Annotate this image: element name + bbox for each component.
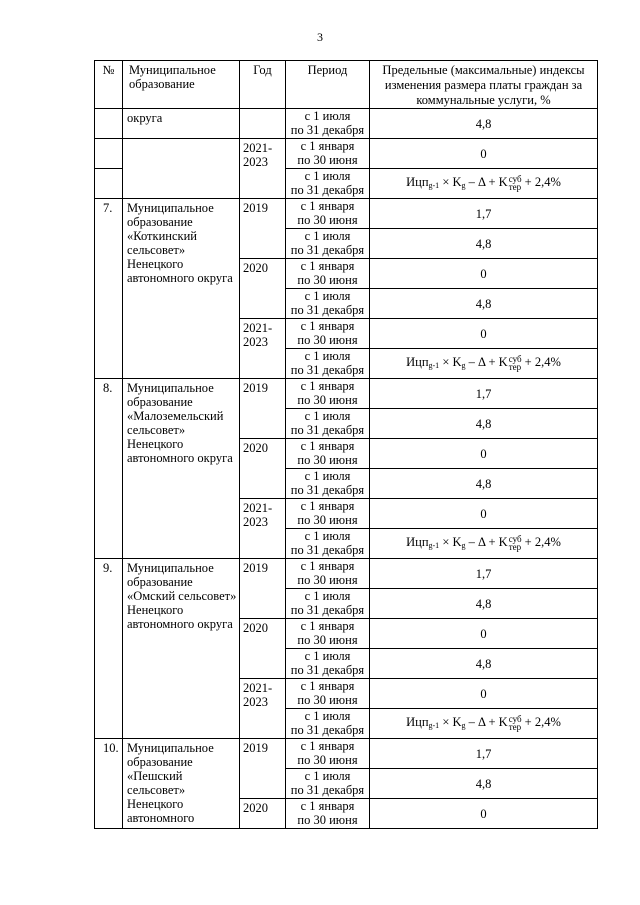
period-cell: с 1 июля по 31 декабря xyxy=(286,349,370,379)
index-cell: 0 xyxy=(370,259,598,289)
index-cell: 0 xyxy=(370,619,598,649)
period-cell: с 1 июля по 31 декабря xyxy=(286,229,370,259)
table-row xyxy=(95,109,598,139)
period-cell: с 1 июля по 31 декабря xyxy=(286,169,370,199)
period-cell: с 1 января по 30 июня xyxy=(286,559,370,589)
period-cell: с 1 января по 30 июня xyxy=(286,799,370,829)
period-cell: с 1 января по 30 июня xyxy=(286,139,370,169)
formula-cell xyxy=(370,709,598,739)
period-cell: с 1 июля по 31 декабря xyxy=(286,529,370,559)
formula-cell xyxy=(370,349,598,379)
index-cell: 4,8 xyxy=(370,649,598,679)
header-period: Период xyxy=(286,61,370,109)
period-cell: с 1 января по 30 июня xyxy=(286,319,370,349)
index-cell: 4,8 xyxy=(370,289,598,319)
period-cell: с 1 июля по 31 декабря xyxy=(286,289,370,319)
utility-index-table xyxy=(94,60,598,829)
year-cell: 2021-2023 xyxy=(240,499,286,559)
period-cell: с 1 июля по 31 декабря xyxy=(286,469,370,499)
index-cell: 4,8 xyxy=(370,409,598,439)
index-cell: 0 xyxy=(370,439,598,469)
municipality-cell: Муниципальное образование «Омский сельсовет» Ненецкого автономного округа xyxy=(123,559,240,739)
tariff-formula: $Ицп_{g-1} \times K_g - \Delta + K$ суб тер + 2,4% xyxy=(406,353,561,372)
period-cell: с 1 января по 30 июня xyxy=(286,199,370,229)
index-cell: 1,7 xyxy=(370,199,598,229)
row-number: 10. xyxy=(95,739,123,829)
municipality-cell: Муниципальное образование «Пешский сельсовет» Ненецкого автономного xyxy=(123,739,240,829)
index-cell: 0 xyxy=(370,319,598,349)
period-cell: с 1 января по 30 июня xyxy=(286,379,370,409)
index-cell: 4,8 xyxy=(370,589,598,619)
index-cell: 4,8 xyxy=(370,769,598,799)
period-cell: с 1 января по 30 июня xyxy=(286,619,370,649)
year-cell: 2021-2023 xyxy=(240,139,286,199)
municipality-cell: округа xyxy=(123,109,240,139)
index-cell: 0 xyxy=(370,679,598,709)
row-number xyxy=(95,109,123,139)
index-cell: 0 xyxy=(370,799,598,829)
header-year: Год xyxy=(240,61,286,109)
municipality-cell xyxy=(123,139,240,199)
period-cell: с 1 июля по 31 декабря xyxy=(286,769,370,799)
period-cell: с 1 января по 30 июня xyxy=(286,679,370,709)
formula-cell xyxy=(370,169,598,199)
period-cell: с 1 января по 30 июня xyxy=(286,499,370,529)
table-row xyxy=(95,379,598,409)
year-cell: 2020 xyxy=(240,259,286,319)
index-cell: 1,7 xyxy=(370,559,598,589)
index-cell: 4,8 xyxy=(370,229,598,259)
row-number: 9. xyxy=(95,559,123,739)
row-number: 8. xyxy=(95,379,123,559)
municipality-cell: Муниципальное образование «Коткинский сельсовет» Ненецкого автономного округа xyxy=(123,199,240,379)
table-row xyxy=(95,199,598,229)
index-cell: 0 xyxy=(370,139,598,169)
table-row xyxy=(95,139,598,169)
year-cell xyxy=(240,109,286,139)
year-cell: 2019 xyxy=(240,559,286,619)
period-cell: с 1 января по 30 июня xyxy=(286,259,370,289)
row-number xyxy=(95,139,123,169)
header-index: Предельные (максимальные) индексы изменения размера платы граждан за коммунальные услуги, % xyxy=(370,61,598,109)
index-cell: 4,8 xyxy=(370,109,598,139)
index-cell: 0 xyxy=(370,499,598,529)
period-cell: с 1 июля по 31 декабря xyxy=(286,589,370,619)
period-cell: с 1 января по 30 июня xyxy=(286,439,370,469)
table-row xyxy=(95,559,598,589)
year-cell: 2021-2023 xyxy=(240,679,286,739)
period-cell: с 1 января по 30 июня xyxy=(286,739,370,769)
index-cell: 1,7 xyxy=(370,379,598,409)
table-row xyxy=(95,739,598,769)
year-cell: 2020 xyxy=(240,799,286,829)
header-municipality: Муниципальное образование xyxy=(123,61,240,109)
period-cell: с 1 июля по 31 декабря xyxy=(286,109,370,139)
year-cell: 2019 xyxy=(240,379,286,439)
page-number: 3 xyxy=(317,30,323,44)
row-number xyxy=(95,169,123,199)
index-cell: 1,7 xyxy=(370,739,598,769)
municipality-cell: Муниципальное образование «Малоземельский сельсовет» Ненецкого автономного округа xyxy=(123,379,240,559)
tariff-formula: $Ицп_{g-1} \times K_g - \Delta + K$ суб тер + 2,4% xyxy=(406,173,561,192)
year-cell: 2019 xyxy=(240,199,286,259)
row-number: 7. xyxy=(95,199,123,379)
year-cell: 2020 xyxy=(240,619,286,679)
period-cell: с 1 июля по 31 декабря xyxy=(286,649,370,679)
year-cell: 2020 xyxy=(240,439,286,499)
year-cell: 2019 xyxy=(240,739,286,799)
tariff-formula: $Ицп_{g-1} \times K_g - \Delta + K$ суб тер + 2,4% xyxy=(406,713,561,732)
period-cell: с 1 июля по 31 декабря xyxy=(286,409,370,439)
formula-cell xyxy=(370,529,598,559)
index-cell: 4,8 xyxy=(370,469,598,499)
period-cell: с 1 июля по 31 декабря xyxy=(286,709,370,739)
tariff-formula: $Ицп_{g-1} \times K_g - \Delta + K$ суб тер + 2,4% xyxy=(406,533,561,552)
year-cell: 2021-2023 xyxy=(240,319,286,379)
table-header-row xyxy=(95,61,598,109)
header-no: № xyxy=(95,61,123,109)
